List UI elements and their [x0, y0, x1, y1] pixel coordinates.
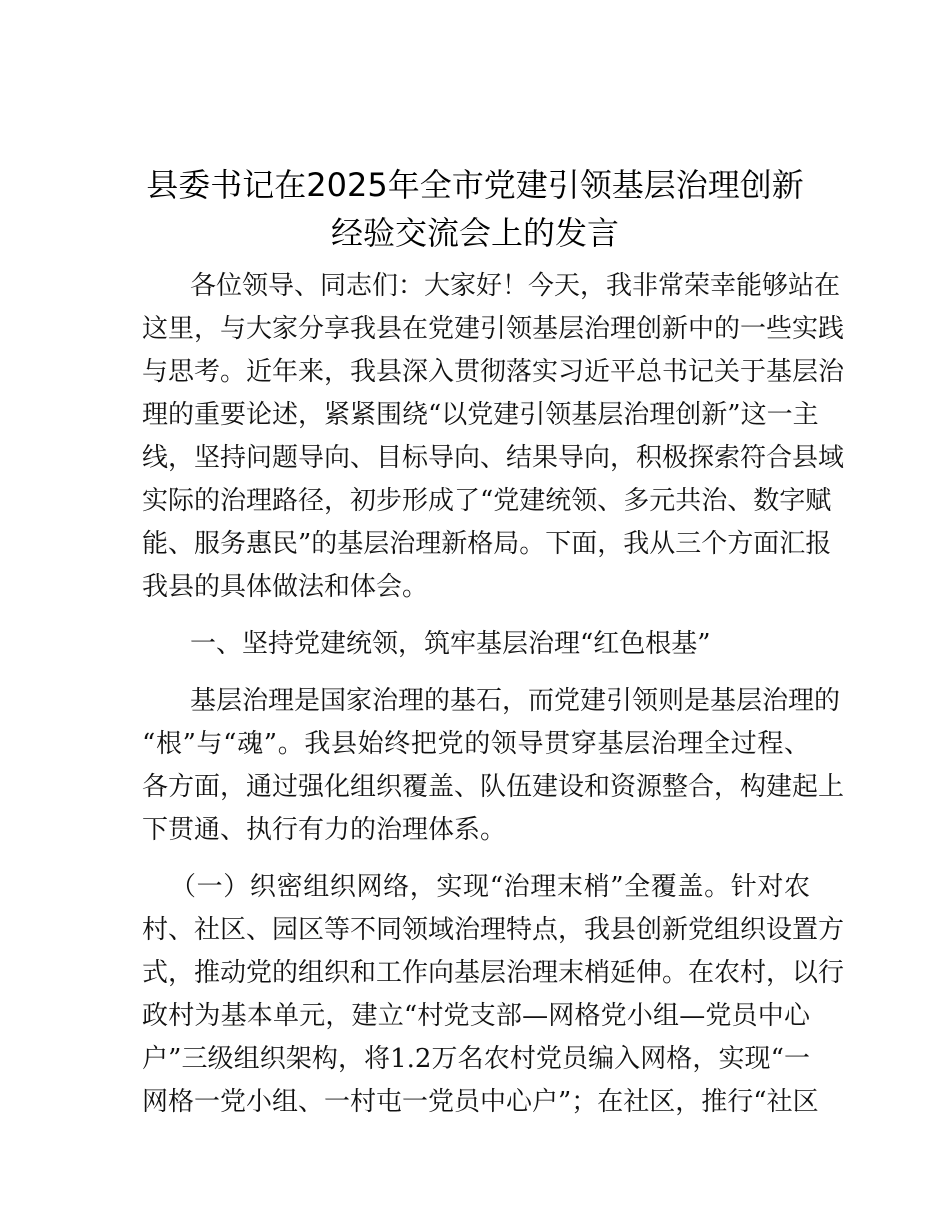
- text-line: 下贯通、执行有力的治理体系。: [142, 815, 507, 845]
- text-line: “根”与“魂”。我县始终把党的领导贯穿基层治理全过程、: [142, 729, 810, 759]
- section-heading-text: 一、坚持党建统领，筑牢基层治理“红色根基”: [190, 629, 711, 659]
- text-line: 与思考。近年来，我县深入贯彻落实习近平总书记关于基层治: [142, 357, 845, 387]
- text-line: 基层治理是国家治理的基石，而党建引领则是基层治理的: [190, 686, 841, 716]
- text-line: 式，推动党的组织和工作向基层治理末梢延伸。在农村，以行: [142, 958, 845, 988]
- section-heading-1: [142, 623, 810, 666]
- text-line: 理的重要论述，紧紧围绕“以党建引领基层治理创新”这一主: [142, 400, 819, 430]
- text-line: 各方面，通过强化组织覆盖、队伍建设和资源整合，构建起上: [142, 772, 845, 802]
- document-body: [142, 265, 845, 1138]
- text-line: 线，坚持问题导向、目标导向、结果导向，积极探索符合县域: [142, 443, 845, 473]
- paragraph-section-intro: [142, 680, 845, 852]
- text-line: 政村为基本单元，建立“村党支部—网格党小组—党员中心: [142, 1001, 810, 1031]
- text-line: 我县的具体做法和体会。: [142, 572, 429, 602]
- document-title-line-2: 经验交流会上的发言: [330, 214, 619, 252]
- text-line: 网格一党小组、一村屯一党员中心户”；在社区，推行“社区: [142, 1087, 819, 1117]
- paragraph-subsection-1: [142, 866, 845, 1124]
- paragraph-greeting: [142, 265, 845, 609]
- document-title-line-1: 县委书记在2025年全市党建引领基层治理创新: [146, 166, 804, 204]
- text-line: 户”三级组织架构，将1.2万名农村党员编入网格，实现“一: [142, 1044, 810, 1074]
- text-line: 这里，与大家分享我县在党建引领基层治理创新中的一些实践: [142, 314, 845, 344]
- text-line: 各位领导、同志们：大家好！今天，我非常荣幸能够站在: [190, 271, 841, 301]
- text-line: 村、社区、园区等不同领域治理特点，我县创新党组织设置方: [142, 915, 845, 945]
- text-line: 能、服务惠民”的基层治理新格局。下面，我从三个方面汇报: [142, 529, 832, 559]
- text-line: 实际的治理路径，初步形成了“党建统领、多元共治、数字赋: [142, 486, 832, 516]
- text-line: （一）织密组织网络，实现“治理末梢”全覆盖。针对农: [170, 872, 810, 902]
